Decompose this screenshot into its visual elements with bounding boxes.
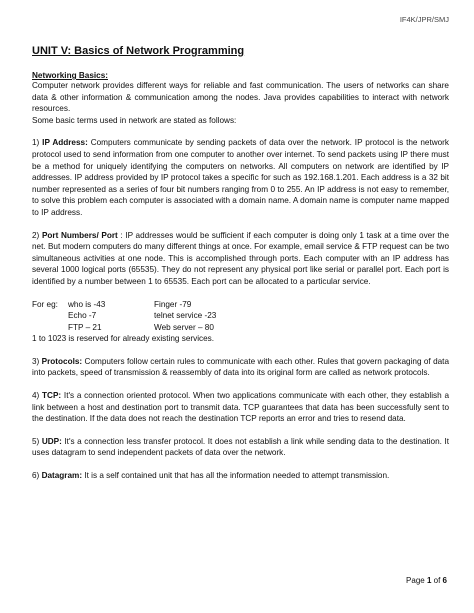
item-term: UDP: xyxy=(41,436,62,446)
section-networking-basics xyxy=(32,71,449,126)
item-term: Datagram: xyxy=(41,471,83,481)
example-cell: Finger -79 xyxy=(154,299,192,309)
page-total: 6 xyxy=(442,576,447,585)
example-cell: Web server – 80 xyxy=(154,322,214,332)
item-term: IP Address: xyxy=(42,138,88,148)
port-examples-table xyxy=(32,299,449,334)
item-text: Computers communicate by sending packets of data over the network. IP protocol is the network protocol used to send information from one computer to another over internet. To send packets using IP there must be a method for uniquely identifying the computers on networks. All computers on network are identified by IP addresses. IP address provided by IP protocol takes a specific for such as 192.168.1.201. Each address is a 32 bit number represented as a series of four bit numbers ranging from 0 to 255. An IP address is not easy to remember, to solve this problem each computer is associated with a domain name. A domain name is computer name mapped to IP address. xyxy=(32,138,450,217)
document-body xyxy=(32,45,449,482)
section-ip-address xyxy=(32,137,449,218)
example-cell: FTP – 21 xyxy=(68,322,102,332)
page-of: of xyxy=(433,576,441,585)
section-tcp xyxy=(32,390,449,425)
section-protocols xyxy=(32,356,449,379)
example-cell: who is -43 xyxy=(68,299,106,309)
item-number: 5) xyxy=(32,436,40,446)
item-number: 6) xyxy=(32,471,40,481)
item-text: Computers follow certain rules to communicate with each other. Rules that govern packaging of data into packets, speed of transmission & reassembly of data into its original form are called as network protocols. xyxy=(32,356,450,378)
section-text: Computer network provides different ways for reliable and fast communication. The users of networks can share data & other information & communication among the nodes. Java provides capabilities to interact with network resources. xyxy=(32,81,449,114)
item-term: Protocols: xyxy=(41,356,83,366)
item-text: It is a self contained unit that has all the information needed to attempt transmission. xyxy=(84,471,390,481)
item-term: TCP: xyxy=(42,391,62,401)
reserved-ports-note: 1 to 1023 is reserved for already existing services. xyxy=(32,334,215,344)
item-text: It's a connection less transfer protocol. It does not establish a link while sending data to the destination. It uses datagram to send independent packets of data over the network. xyxy=(32,436,449,458)
item-number: 3) xyxy=(32,356,40,366)
page-title: UNIT V: Basics of Network Programming xyxy=(32,45,245,57)
section-heading: Networking Basics: xyxy=(32,71,108,80)
item-number: 4) xyxy=(32,391,40,401)
item-number: 1) xyxy=(32,138,40,148)
example-cell: telnet service -23 xyxy=(154,311,217,321)
section-datagram xyxy=(32,470,449,482)
section-port-numbers xyxy=(32,230,449,288)
page-prefix: Page xyxy=(406,576,425,585)
section-intro: Some basic terms used in network are stated as follows: xyxy=(32,115,237,125)
item-text: : IP addresses would be sufficient if each computer is doing only 1 task at a time over the net. But modern computers do many different things at once. For example, email service & FTP request can be two simultaneous activities at one node. This is accomplished through ports. Each computer with an IP address has several 1000 logical ports (65535). They do not represent any physical port like serial or parallel port. Each port is identified by a number between 1 to 65535. Each port can be allocated to a particular service. xyxy=(32,230,449,286)
item-text: It's a connection oriented protocol. When two applications communicate with each other, they establish a link between a host and destination port to transmit data. TCP guarantees that data has been successfully sent to the destination. If the data does not reach the destination TCP reports an error and tries to resend data. xyxy=(32,391,450,424)
page-number: 1 xyxy=(426,576,432,585)
item-term: Port Numbers/ Port xyxy=(41,230,118,240)
example-cell: Echo -7 xyxy=(68,311,97,321)
section-udp xyxy=(32,436,449,459)
page-footer xyxy=(406,576,447,585)
examples-label: For eg: xyxy=(32,299,58,309)
header-code: IF4K/JPR/SMJ xyxy=(399,15,449,24)
item-number: 2) xyxy=(32,230,40,240)
